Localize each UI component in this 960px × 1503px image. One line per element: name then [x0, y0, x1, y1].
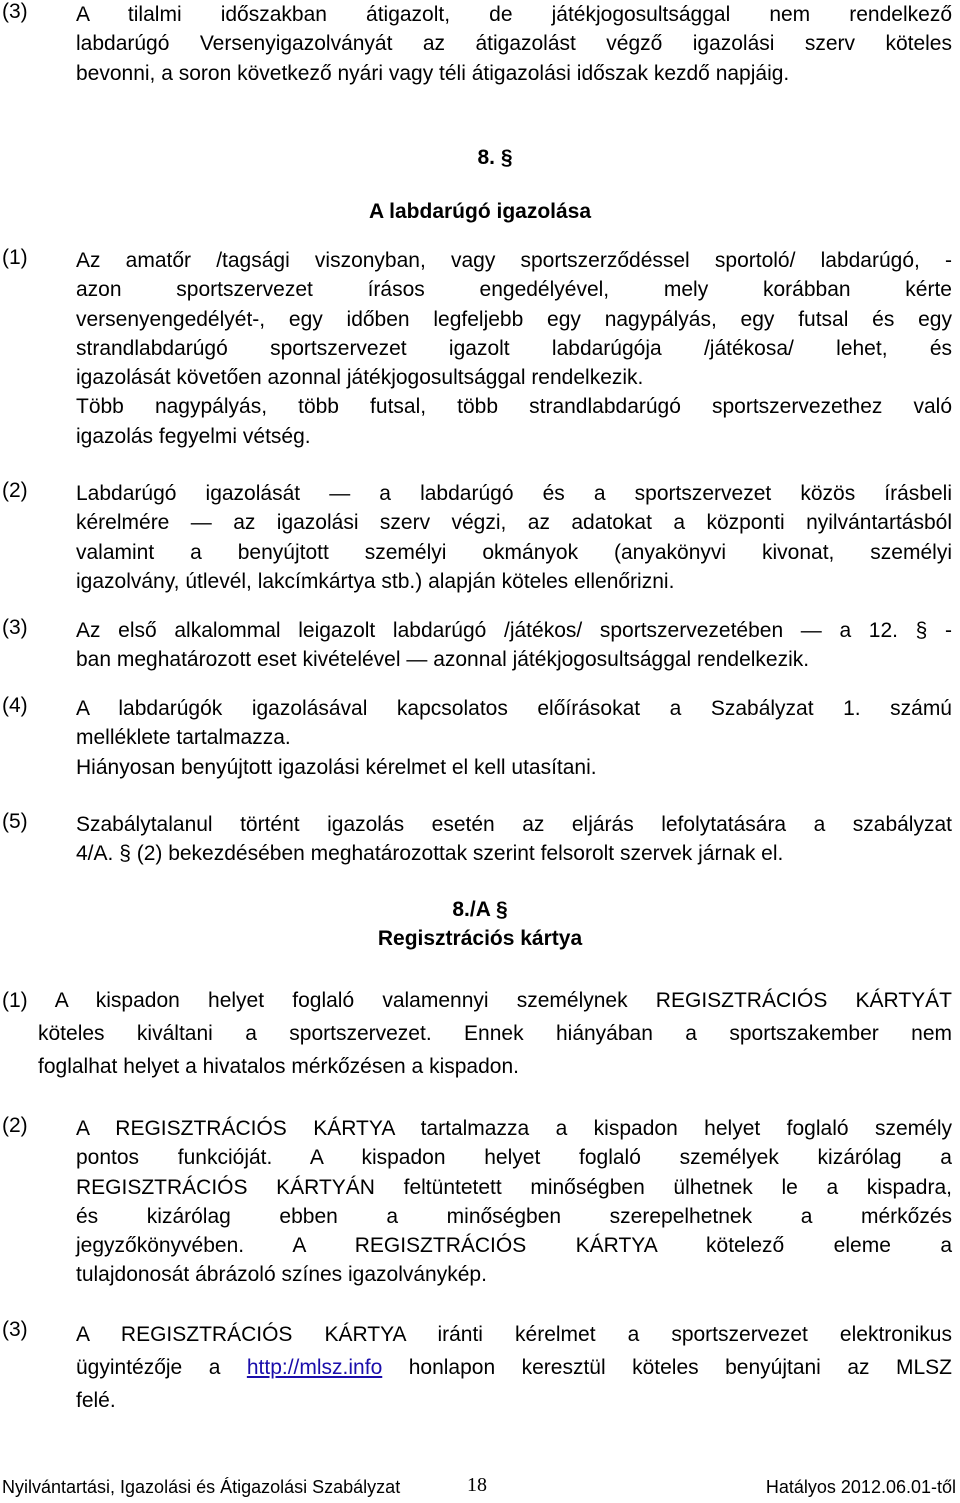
- paragraph-text: A REGISZTRÁCIÓS KÁRTYA tartalmazza a kispadon helyet foglaló személy pontos funkcióját. A kispadon helyet foglaló személyek kizárólag a REGISZTRÁCIÓS KÁRTYÁN feltüntetett minőségben ülhetnek le a kispadra, és kizárólag ebben a minőségben szerepelhetnek a mérkőzés jegyzőkönyvében. A REGISZTRÁCIÓS KÁRTYA kötelező eleme a tulajdonosát ábrázoló színes igazolványkép.: [76, 1117, 952, 1287]
- paragraph-text: Szabálytalanul történt igazolás esetén az eljárás lefolytatására a szabályzat 4/A. § (2) bekezdésében meghatározottak szerint felsorolt szervek járnak el.: [76, 813, 952, 866]
- paragraph-number: (2): [2, 1114, 28, 1137]
- paragraph-number: (3): [2, 1318, 28, 1341]
- page-footer: [0, 1474, 960, 1500]
- footer-effective-date: Hatályos 2012.06.01-től: [765, 1477, 956, 1497]
- section-8-title: A labdarúgó igazolása: [368, 200, 592, 223]
- paragraph-text: (1) A kispadon helyet foglaló valamennyi személynek REGISZTRÁCIÓS KÁRTYÁT köteles kiváltani a sportszervezet. Ennek hiányában a sportszakember nem foglalhat helyet a hivatalos mérkőzésen a kispadon.: [2, 989, 952, 1078]
- paragraph-8-4: [0, 694, 952, 782]
- paragraph-number: (4): [2, 694, 28, 717]
- paragraph-text: Labdarúgó igazolását — a labdarúgó és a sportszervezet közös írásbeli kérelmére — az igazolási szerv végzi, az adatokat a központi nyilvántartásból valamint a benyújtott személyi okmányok (anyakönyvi kivonat, személyi igazolvány, útlevél, lakcímkártya stb.) alapján köteles ellenőrizni.: [76, 482, 952, 593]
- paragraph-8a-2: [0, 1114, 952, 1290]
- section-8-number: 8. §: [477, 146, 513, 169]
- paragraph-number: (1): [2, 989, 28, 1012]
- paragraph-7-3: [0, 0, 952, 88]
- paragraph-text: Az első alkalommal leigazolt labdarúgó /játékos/ sportszervezetében — a 12. § - ban meghatározott eset kivételével — azonnal játékjogosultsággal rendelkezik.: [76, 619, 952, 672]
- section-8a-number: 8./A §: [452, 898, 508, 921]
- paragraph-number: (2): [2, 479, 28, 502]
- paragraph-number: (3): [2, 0, 28, 23]
- paragraph-8a-1: [0, 984, 952, 1083]
- page-number: 18: [467, 1474, 487, 1496]
- paragraph-text: A labdarúgók igazolásával kapcsolatos előírásokat a Szabályzat 1. számú melléklete tartalmazza. Hiányosan benyújtott igazolási kérelmet el kell utasítani.: [76, 697, 952, 779]
- paragraph-8a-3: [0, 1318, 952, 1417]
- paragraph-8-2: [0, 479, 952, 596]
- paragraph-8-1: [0, 246, 952, 451]
- paragraph-8-3: [0, 616, 952, 675]
- paragraph-number: (5): [2, 810, 28, 833]
- paragraph-text: Az amatőr /tagsági viszonyban, vagy sportszerződéssel sportoló/ labdarúgó, - azon sportszervezet írásos engedélyével, mely korábban kérte versenyengedélyét-, egy időben legfeljebb egy nagypályás, egy futsal és egy strandlabdarúgó sportszervezet igazolt labdarúgója /játékosa/ lehet, és igazolását követően azonnal játékjogosultsággal rendelkezik. Több nagypályás, több futsal, több strandlabdarúgó sportszervezethez való igazolás fegyelmi vétség.: [76, 249, 952, 448]
- paragraph-number: (1): [2, 246, 28, 269]
- paragraph-text: A REGISZTRÁCIÓS KÁRTYA iránti kérelmet a sportszervezet elektronikus ügyintézője a http://mlsz.info honlapon keresztül köteles benyújtani az MLSZ felé.: [76, 1323, 952, 1412]
- paragraph-8-5: [0, 810, 952, 869]
- section-8a-title: Regisztrációs kártya: [377, 927, 583, 950]
- footer-title: Nyilvántartási, Igazolási és Átigazolási Szabályzat: [2, 1477, 401, 1497]
- paragraph-text: A tilalmi időszakban átigazolt, de játékjogosultsággal nem rendelkező labdarúgó Versenyigazolványát az átigazolást végző igazolási szerv köteles bevonni, a soron következő nyári vagy téli átigazolási időszak kezdő napjáig.: [76, 3, 952, 85]
- paragraph-number: (3): [2, 616, 28, 639]
- mlsz-link[interactable]: http://mlsz.info: [246, 1356, 383, 1379]
